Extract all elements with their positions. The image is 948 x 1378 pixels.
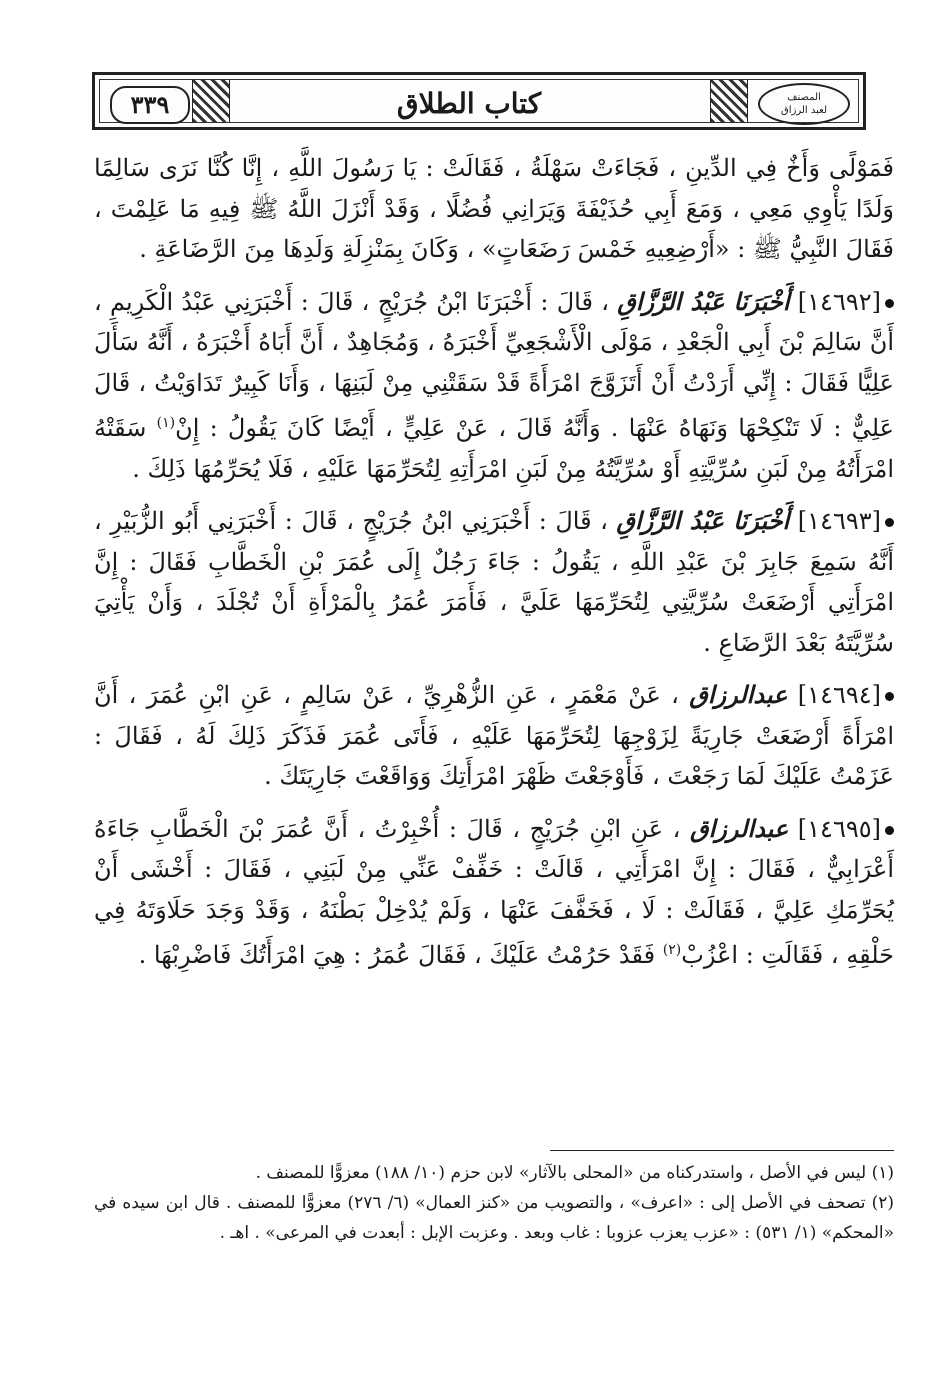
header-ornament-right [710,80,748,122]
paragraph-continuation [94,148,894,270]
bullet-icon [885,299,894,308]
emblem-line-2: لعبد الرزاق [780,105,828,116]
paragraph-text: فَمَوْلًى وَأَخٌ فِي الدِّينِ ، فَجَاءَتْ سَهْلَةُ ، فَقَالَتْ : يَا رَسُولَ اللَّهِ ، إِنَّا كُنَّا نَرَى سَالِمًا وَلَدًا يَأْوِي مَعِي ، وَمَعَ أَبِي حُذَيْفَةَ وَيَرَانِي فُضُلًا ، وَقَدْ أَنْزَلَ اللَّهُ ﷺ فِيهِ مَا عَلِمْتَ ، فَقَالَ النَّبِيُّ ﷺ : «أَرْضِعِيهِ خَمْسَ رَضَعَاتٍ» ، وَكَانَ بِمَنْزِلَةِ وَلَدِهَا مِنَ الرَّضَاعَةِ . [94,154,894,263]
isnad-opening: عبدالرزاق [689,680,788,709]
hadith-text: ، عَنْ مَعْمَرٍ ، عَنِ الزُّهْرِيِّ ، عَنْ سَالِمٍ ، عَنِ ابْنِ عُمَرَ ، أَنَّ امْرَأَةً أَرْضَعَتْ جَارِيَةً لِزَوْجِهَا لِتُحَرِّمَهَا عَلَيْهِ ، فَأَتَى عُمَرَ فَذَكَرَ ذَلِكَ لَهُ ، فَقَالَ : عَزَمْتُ عَلَيْكَ لَمَا رَجَعْتَ ، فَأَوْجَعْتَ ظَهْرَ امْرَأَتِكَ وَوَاقَعْتَ جَارِيَتَكَ . [94,681,894,790]
footnote-divider [550,1150,894,1151]
footnotes [94,1158,894,1248]
hadith-number: [١٤٦٩٥] [797,814,881,843]
hadith-text: ، قَالَ : أَخْبَرَنَا ابْنُ جُرَيْجٍ ، قَالَ : أَخْبَرَنِي عَبْدُ الْكَرِيمِ ، أَنَّ سَالِمَ بْنَ أَبِي الْجَعْدِ ، مَوْلَى الْأَشْجَعِيِّ أَخْبَرَهُ ، وَمُجَاهِدٌ ، أَنَّ أَبَاهُ أَخْبَرَهُ ، أَنَّهُ سَأَلَ عَلِيًّا فَقَالَ : إِنِّي أَرَدْتُ أَنْ أَتَزَوَّجَ امْرَأَةً قَدْ سَقَتْنِي مِنْ لَبَنِهَا ، وَأَنَا كَبِيرٌ تَدَاوَيْتُ ، قَالَ عَلِيٌّ : لَا تَنْكِحْهَا وَنَهَاهُ عَنْهَا . وَأَنَّهُ قَالَ ، عَنْ عَلِيٍّ ، أَيْضًا كَانَ يَقُولُ : إِنْ [94,287,895,442]
bullet-icon [885,826,894,835]
main-text [94,148,894,988]
hadith-text-continued: سَقَتْهُ امْرَأَتُهُ مِنْ لَبَنِ سُرِّيَّتِهِ أَوْ سُرِّيَّتُهُ مِنْ لَبَنِ امْرَأَتِهِ لِتُحَرِّمَهَا عَلَيْهِ ، فَلَا يُحَرِّمُهَا ذَلِكَ . [94,414,894,483]
header-frame [99,79,859,123]
isnad-opening: أَخْبَرَنَا عَبْدُ الرَّزَّاقِ [616,506,790,535]
footnote-1: (١) ليس في الأصل ، واستدركناه من «المحلى بالآثار» لابن حزم (١٠/ ١٨٨) معزوًّا للمصنف . [255,1163,894,1183]
footnote-ref-1[interactable]: (١) [156,415,176,431]
page-number: ٣٣٩ [110,86,190,124]
emblem-line-1: المصنف [787,92,821,103]
hadith-14694 [94,675,894,797]
hadith-14693 [94,501,894,663]
hadith-number: [١٤٦٩٣] [797,507,881,535]
footnote-ref-2[interactable]: (٢) [662,942,682,958]
isnad-opening: أَخْبَرَنَا عَبْدُ الرَّزَّاقِ [617,286,790,316]
hadith-14692 [94,282,894,490]
footnote-2: (٢) تصحف في الأصل إلى : «اعرف» ، والتصويب من «كنز العمال» (٦/ ٢٧٦) معزوًّا للمصنف . قال ابن سيده في «المحكم» (١/ ٥٣١) : «عزب يعزب عزوبا : غاب وبعد . وعزبت الإبل : أبعدت في المرعى» . اهـ . [94,1193,894,1243]
book-emblem [758,83,850,125]
bullet-icon [885,692,894,701]
hadith-number: [١٤٦٩٢] [797,287,881,316]
header-ornament-left [192,80,230,122]
hadith-text: ، عَنِ ابْنِ جُرَيْجٍ ، قَالَ : أُخْبِرْتُ ، أَنَّ عُمَرَ بْنَ الْخَطَّابِ جَاءَهُ أَعْرَابِيٌّ ، فَقَالَ : إِنَّ امْرَأَتِي ، قَالَتْ : خَفِّفْ عَنِّي مِنْ لَبَنِي ، فَقَالَ : أَخْشَى أَنْ يُحَرِّمَكِ عَلِيَّ ، فَقَالَتْ : لَا ، فَخَفَّفَ عَنْهَا ، وَلَمْ يُدْخِلْ بَطْنَهُ ، وَقَدْ وَجَدَ حَلَاوَتَهُ فِي حَلْقِهِ ، فَقَالَتِ : اعْزُبْ [94,814,894,969]
isnad-opening: عبدالرزاق [689,813,789,843]
bullet-icon [885,518,894,527]
book-title: كتاب الطلاق [396,87,542,120]
page-header [92,72,866,130]
hadith-14695 [94,809,894,976]
hadith-text-continued: فَقَدْ حَرُمْتُ عَلَيْكَ ، فَقَالَ عُمَرُ : هِيَ امْرَأَتُكَ فَاضْرِبْهَا . [138,941,663,969]
hadith-text: ، قَالَ : أَخْبَرَنِي ابْنُ جُرَيْجٍ ، قَالَ : أَخْبَرَنِي أَبُو الزُّبَيْرِ ، أَنَّهُ سَمِعَ جَابِرَ بْنَ عَبْدِ اللَّهِ ، يَقُولُ : جَاءَ رَجُلٌ إِلَى عُمَرَ بْنِ الْخَطَّابِ فَقَالَ : إِنَّ امْرَأَتِي أَرْضَعَتْ سُرِّيَّتِي لِتُحَرِّمَهَا عَلَيَّ ، فَأَمَرَ عُمَرُ بِالْمَرْأَةِ أَنْ تُجْلَدَ ، وَأَنْ يَأْتِيَ سُرِّيَّتَهُ بَعْدَ الرَّضَاعِ . [94,507,894,657]
hadith-number: [١٤٦٩٤] [797,681,881,709]
